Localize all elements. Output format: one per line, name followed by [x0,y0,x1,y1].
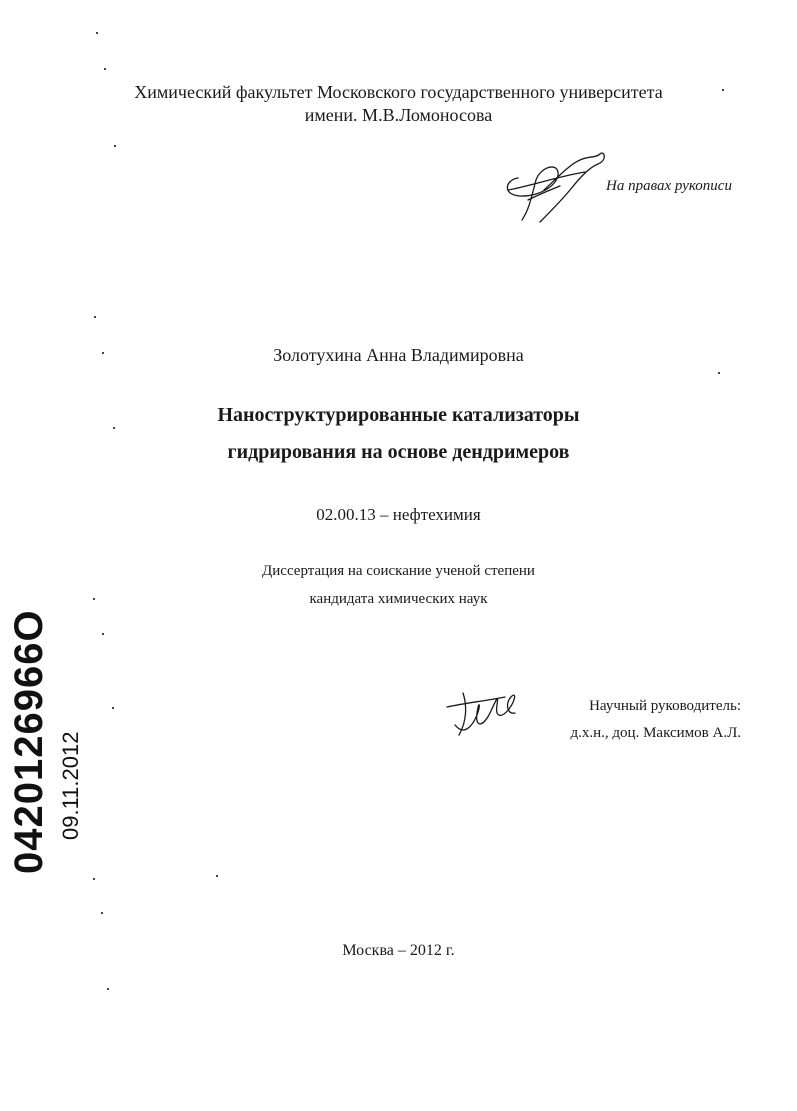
library-stamp-date: 09.11.2012 [58,731,83,840]
scan-speck [107,988,109,990]
scan-speck [722,89,724,91]
title-line-2: гидрирования на основе дендримеров [227,441,570,463]
scan-speck [104,68,106,70]
supervisor-name: д.х.н., доц. Максимов А.Л. [570,725,741,741]
city-year: Москва – 2012 г. [342,942,455,959]
dissertation-line-2: кандидата химических наук [309,591,488,607]
scan-speck [93,598,95,600]
supervisor-signature-icon [445,685,525,740]
manuscript-note: На правах рукописи [606,178,732,194]
specialty: 02.00.13 – нефтехимия [316,505,481,524]
scan-speck [114,145,116,147]
scan-speck [102,352,104,354]
library-stamp-number: 0420126966О [7,609,51,874]
scan-speck [216,875,218,877]
institution-line-1: Химический факультет Московского государственного университета [134,82,663,102]
scan-speck [112,707,114,709]
author-name: Золотухина Анна Владимировна [273,345,524,365]
scan-speck [93,878,95,880]
scan-speck [94,316,96,318]
scan-speck [102,633,104,635]
supervisor-label: Научный руководитель: [589,698,741,714]
dissertation-line-1: Диссертация на соискание ученой степени [262,563,535,579]
scan-speck [718,372,720,374]
scan-speck [113,427,115,429]
scan-speck [96,32,98,34]
scan-speck [101,912,103,914]
institution-line-2: имени. М.В.Ломоносова [304,105,493,125]
title-line-1: Наноструктурированные катализаторы [217,404,580,426]
author-signature-icon [500,150,615,230]
